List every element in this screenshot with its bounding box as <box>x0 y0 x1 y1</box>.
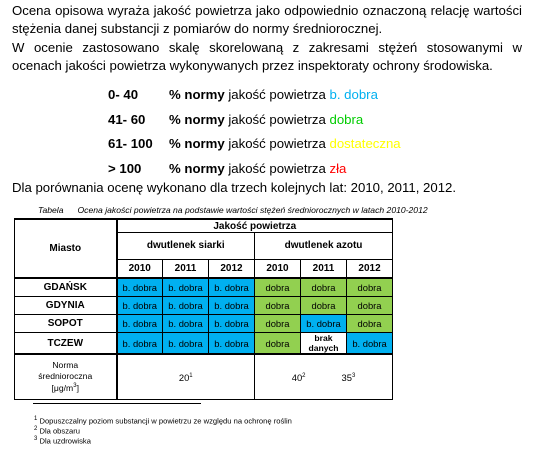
quality-cell: b. dobra <box>347 333 393 355</box>
year-header: 2010 <box>117 260 163 279</box>
scale-pct: % normy <box>169 87 225 102</box>
quality-cell: dobra <box>301 278 347 297</box>
quality-cell: b. dobra <box>163 278 209 297</box>
scale-desc: jakość powietrza <box>224 160 330 176</box>
quality-cell: dobra <box>255 278 301 297</box>
year-header: 2012 <box>209 260 255 279</box>
table-row <box>15 333 393 355</box>
city-cell: GDAŃSK <box>15 278 117 297</box>
norm-no2: $40^2$ $35^3$ <box>255 354 393 400</box>
quality-cell: b. dobra <box>117 315 163 333</box>
quality-cell: b. dobra <box>117 278 163 297</box>
scale-pct: % normy <box>169 111 225 127</box>
intro-paragraph-2: W ocenie zastosowano skalę skorelowaną z zakresami stężeń stosowanymi w ocenach jakości powietrza wykonywanych przez inspektoraty ochrony środowiska. <box>12 40 522 73</box>
quality-cell: dobra <box>255 333 301 355</box>
so2-header: dwutlenek siarki <box>117 233 255 260</box>
quality-cell: b. dobra <box>209 278 255 297</box>
year-header: 2011 <box>163 260 209 279</box>
year-header: 2011 <box>301 260 347 279</box>
scale-row <box>108 83 401 108</box>
table-caption <box>38 205 428 215</box>
quality-cell: brak danych <box>301 333 347 355</box>
scale-range: 61- 100 <box>108 136 153 151</box>
quality-cell: b. dobra <box>209 297 255 315</box>
quality-cell: b. dobra <box>163 315 209 333</box>
scale-desc: jakość powietrza <box>224 136 330 151</box>
scale-range: > 100 <box>108 160 142 176</box>
air-quality-table <box>14 218 393 400</box>
year-header: 2012 <box>347 260 393 279</box>
norm-so2: $20^1$ <box>117 354 255 400</box>
caption-text: Ocena jakości powietrza na podstawie wartości stężeń średniorocznych w latach 2010-2012 <box>77 205 428 215</box>
footnote: $^1$ Dopuszczalny poziom substancji w powietrzu ze względu na ochronę roślin <box>34 416 292 426</box>
quality-group-header: Jakość powietrza <box>117 219 393 233</box>
no2-header: dwutlenek azotu <box>255 233 393 260</box>
caption-label: Tabela <box>38 205 64 215</box>
year-header: 2010 <box>255 260 301 279</box>
quality-cell: dobra <box>255 297 301 315</box>
scale-row <box>108 108 401 133</box>
quality-cell: b. dobra <box>209 333 255 355</box>
table-row <box>15 297 393 315</box>
footnote: $^2$ Dla obszaru <box>34 426 80 436</box>
scale-range: 0- 40 <box>108 87 139 102</box>
scale-range: 41- 60 <box>108 111 146 127</box>
quality-cell: dobra <box>347 297 393 315</box>
table-row <box>15 315 393 333</box>
quality-cell: b. dobra <box>117 297 163 315</box>
scale-desc: jakość powietrza <box>224 111 330 127</box>
city-cell: GDYNIA <box>15 297 117 315</box>
quality-cell: b. dobra <box>301 315 347 333</box>
scale-quality: zła <box>329 160 347 176</box>
scale-pct: % normy <box>169 136 225 151</box>
comparison-text: Dla porównania ocenę wykonano dla trzech kolejnych lat: 2010, 2011, 2012. <box>12 180 457 195</box>
footnote-divider <box>33 403 201 404</box>
quality-cell: b. dobra <box>163 333 209 355</box>
city-cell: SOPOT <box>15 315 117 333</box>
quality-cell: b. dobra <box>209 315 255 333</box>
scale-row <box>108 132 401 157</box>
footnote: $^3$ Dla uzdrowiska <box>34 436 91 446</box>
quality-cell: dobra <box>255 315 301 333</box>
scale-row <box>108 157 401 182</box>
table-row <box>15 278 393 297</box>
quality-cell: b. dobra <box>117 333 163 355</box>
city-header: Miasto <box>15 219 117 278</box>
scale-quality: b. dobra <box>329 87 378 102</box>
quality-cell: dobra <box>347 278 393 297</box>
scale-quality: dobra <box>329 111 364 127</box>
scale-pct: % normy <box>169 160 225 176</box>
scale-desc: jakość powietrza <box>224 87 330 102</box>
quality-cell: dobra <box>301 297 347 315</box>
norm-label: Norma średnioroczna $[\mu g/m^3]$ <box>15 354 117 400</box>
scale-quality: dostateczna <box>329 136 401 151</box>
city-cell: TCZEW <box>15 333 117 355</box>
intro-paragraph-1: Ocena opisowa wyraża jakość powietrza jako odpowiednio oznaczoną relację wartości stężenia danej substancji z pomiarów do normy średniorocznej. <box>12 3 522 36</box>
quality-cell: b. dobra <box>163 297 209 315</box>
quality-scale <box>108 83 401 181</box>
quality-cell: dobra <box>347 315 393 333</box>
